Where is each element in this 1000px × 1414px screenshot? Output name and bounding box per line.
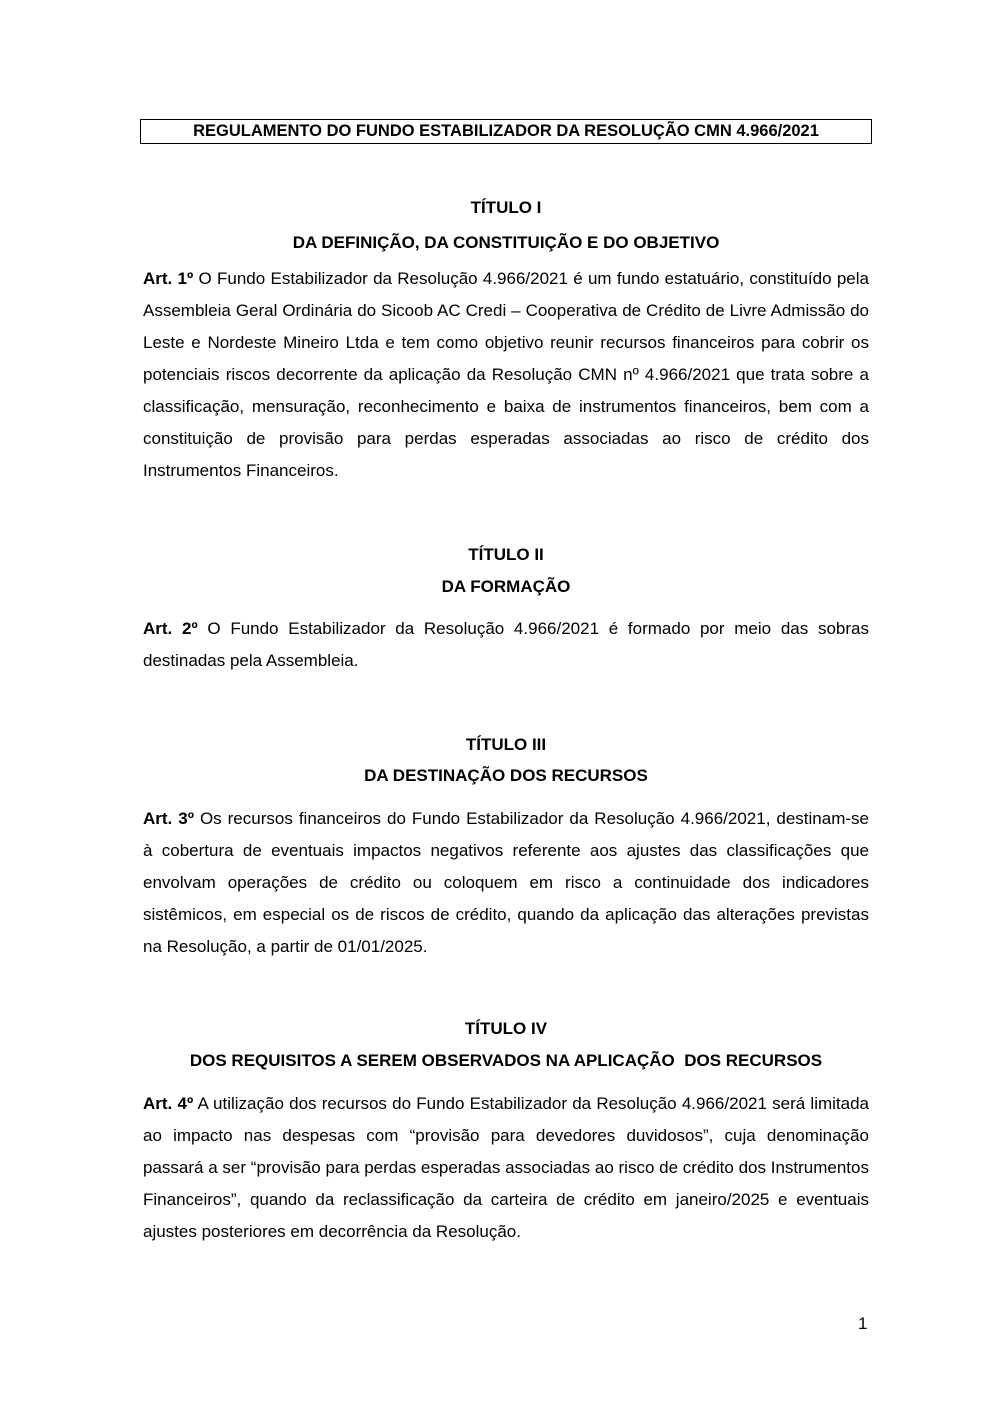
article-3-label: Art. 3º: [143, 809, 194, 828]
article-4-label: Art. 4º: [143, 1094, 194, 1113]
page-number: 1: [858, 1314, 868, 1333]
section-4-subtitle: DOS REQUISITOS A SEREM OBSERVADOS NA APLICAÇÃO DOS RECURSOS: [189, 1051, 823, 1070]
article-2-text: O Fundo Estabilizador da Resolução 4.966/2021 é formado por meio das sobras destinadas pela Assembleia.: [143, 619, 869, 670]
article-4-text: A utilização dos recursos do Fundo Estabilizador da Resolução 4.966/2021 será limitada ao impacto nas despesas com “provisão para devedores duvidosos”, cuja denominação passará a ser “provisão para perdas esperadas associadas ao risco de crédito dos Instrumentos Financeiros”, quando da reclassificação da carteira de crédito em janeiro/2025 e eventuais ajustes posteriores em decorrência da Resolução.: [143, 1094, 869, 1241]
section-3-subtitle: DA DESTINAÇÃO DOS RECURSOS: [364, 766, 648, 785]
article-3-text: Os recursos financeiros do Fundo Estabilizador da Resolução 4.966/2021, destinam-se à cobertura de eventuais impactos negativos referente aos ajustes das classificações que envolvam operações de crédito ou coloquem em risco a continuidade dos indicadores sistêmicos, em especial os de riscos de crédito, quando da aplicação das alterações previstas na Resolução, a partir de 01/01/2025.: [143, 809, 869, 956]
article-2-label: Art. 2º: [143, 619, 198, 638]
document-title: REGULAMENTO DO FUNDO ESTABILIZADOR DA RESOLUÇÃO CMN 4.966/2021: [140, 119, 872, 144]
article-4: [143, 1088, 869, 1248]
article-1-text: O Fundo Estabilizador da Resolução 4.966/2021 é um fundo estatuário, constituído pela Assembleia Geral Ordinária do Sicoob AC Credi – Cooperativa de Crédito de Livre Admissão do Leste e Nordeste Mineiro Ltda e tem como objetivo reunir recursos financeiros para cobrir os potenciais riscos decorrente da aplicação da Resolução CMN nº 4.966/2021 que trata sobre a classificação, mensuração, reconhecimento e baixa de instrumentos financeiros, bem com a constituição de provisão para perdas esperadas associadas ao risco de crédito dos Instrumentos Financeiros.: [143, 269, 869, 480]
article-3: [143, 803, 869, 963]
section-1-subtitle: DA DEFINIÇÃO, DA CONSTITUIÇÃO E DO OBJETIVO: [292, 233, 720, 252]
article-1: [143, 263, 869, 487]
section-3-title: TÍTULO III: [465, 735, 547, 754]
section-2-title: TÍTULO II: [468, 545, 544, 564]
article-2: [143, 613, 869, 677]
article-1-label: Art. 1º: [143, 269, 194, 288]
section-4-title: TÍTULO IV: [464, 1019, 548, 1038]
section-2-subtitle: DA FORMAÇÃO: [441, 577, 571, 596]
section-1-title: TÍTULO I: [470, 198, 542, 217]
